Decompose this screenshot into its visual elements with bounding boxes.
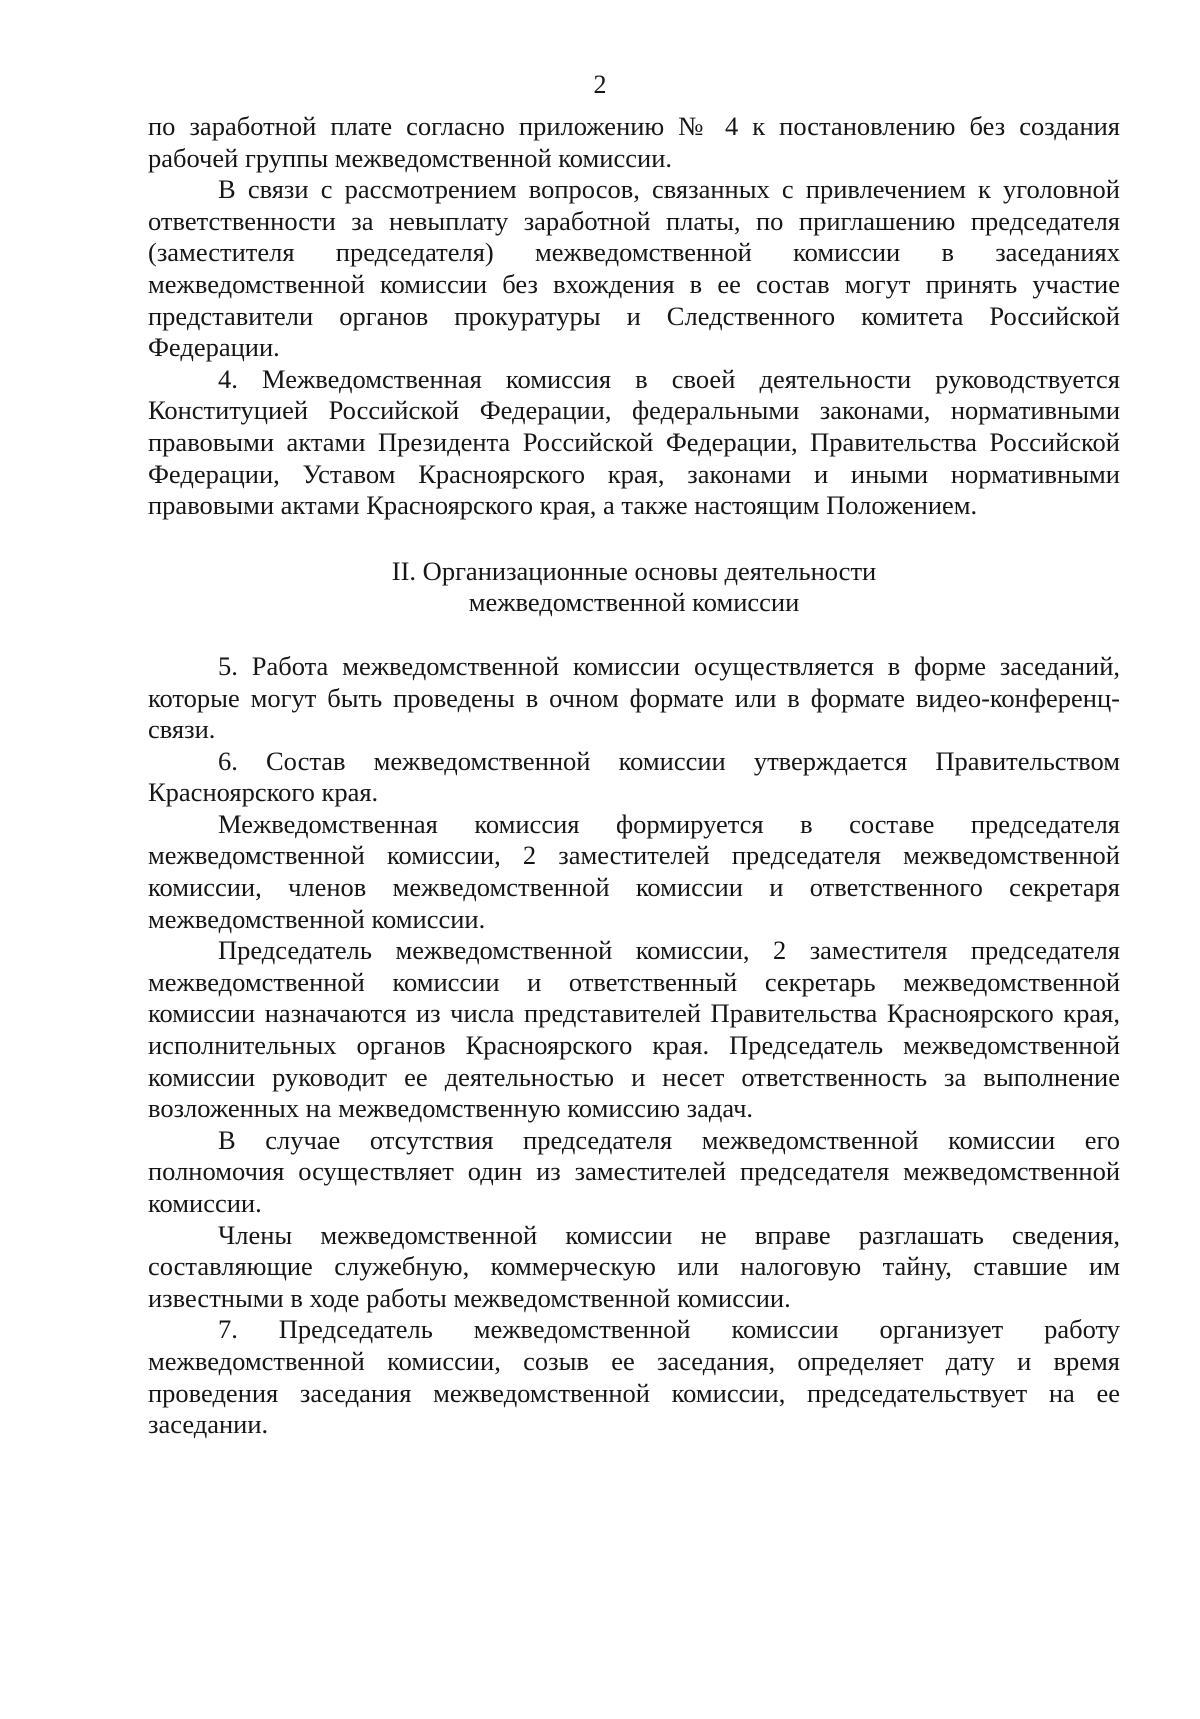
section-heading-line-2: межведомственной комиссии — [468, 587, 800, 618]
document-body — [148, 111, 1120, 1441]
section-heading — [148, 556, 1120, 619]
paragraph-item-7: 7. Председатель межведомственной комиссии организует работу межведомственной комиссии, созыв ее заседания, определяет дату и время проведения заседания межведомственной комиссии, председательствует на ее заседании. — [148, 1314, 1120, 1440]
paragraph-confidentiality: Члены межведомственной комиссии не вправе разглашать сведения, составляющие служебную, коммерческую или налоговую тайну, ставшие им известными в ходе работы межведомственной комиссии. — [148, 1219, 1120, 1313]
paragraph-chair-absence: В случае отсутствия председателя межведомственной комиссии его полномочия осуществляет один из заместителей председателя межведомственной комиссии. — [148, 1124, 1120, 1218]
paragraph-chair-appointment: Председатель межведомственной комиссии, 2 заместителя председателя межведомственной комиссии и ответственный секретарь межведомственной комиссии назначаются из числа представителей Правительства Красноярского края, исполнительных органов Красноярского края. Председатель межведомственной комиссии руководит ее деятельностью и несет ответственность за выполнение возложенных на межведомственную комиссию задач. — [148, 935, 1120, 1124]
section-heading-line-1: II. Организационные основы деятельности — [391, 555, 877, 586]
paragraph-composition: Межведомственная комиссия формируется в составе председателя межведомственной комиссии, 2 заместителей председателя межведомственной комиссии, членов межведомственной комиссии и ответственного секретаря межведомственной комиссии. — [148, 808, 1120, 934]
paragraph-item-4: 4. Межведомственная комиссия в своей деятельности руководствуется Конституцией Российской Федерации, федеральными законами, нормативными правовыми актами Президента Российской Федерации, Правительства Российской Федерации, Уставом Красноярского края, законами и иными нормативными правовыми актами Красноярского края, а также настоящим Положением. — [148, 363, 1120, 521]
paragraph-continuation: по заработной плате согласно приложению № 4 к постановлению без создания рабочей группы межведомственной комиссии. — [148, 111, 1120, 173]
paragraph-item-6: 6. Состав межведомственной комиссии утверждается Правительством Красноярского края. — [148, 745, 1120, 808]
paragraph-prosecution-participation: В связи с рассмотрением вопросов, связанных с привлечением к уголовной ответственности за невыплату заработной платы, по приглашению председателя (заместителя председателя) межведомственной комиссии в заседаниях межведомственной комиссии без вхождения в ее состав могут принять участие представители органов прокуратуры и Следственного комитета Российской Федерации. — [148, 174, 1120, 363]
paragraph-item-5: 5. Работа межведомственной комиссии осуществляется в форме заседаний, которые могут быть проведены в очном формате или в формате видео-конференц-связи. — [148, 650, 1120, 745]
page-number: 2 — [593, 70, 607, 99]
